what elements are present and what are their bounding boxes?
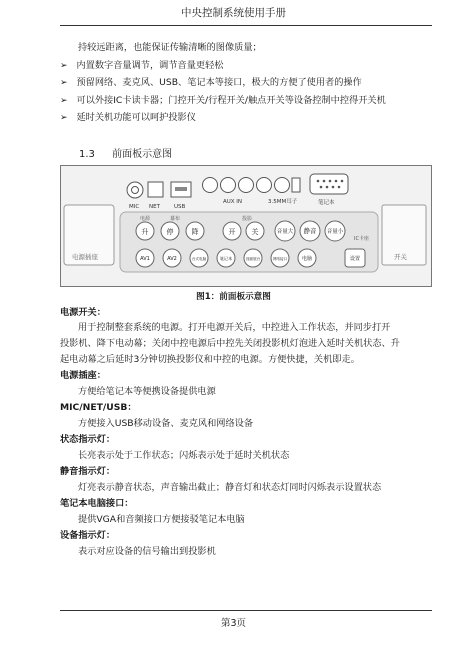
aux-in-jack-icon <box>203 178 218 193</box>
settings-label: 设置 <box>349 256 361 262</box>
section-body-line: 方便给笔记本等便携设备提供电源 <box>78 386 216 397</box>
ic-card-label: IC卡座 <box>354 236 369 242</box>
volume-buttons-row1 <box>275 221 345 241</box>
bullet-text: 可以外接IC卡读卡器；门控开关/行程开关/触点开关等设备控制中控得开关机 <box>76 95 386 106</box>
screen-group-label: 电源 <box>140 216 151 222</box>
figure-caption: 图1：前面板示意图 <box>196 292 271 302</box>
vga-port-icon <box>310 174 348 194</box>
page-number: 第3页 <box>220 618 247 629</box>
volume-up-label: 音量大 <box>276 229 294 235</box>
usb-label: USB <box>174 204 186 210</box>
mic-port-icon <box>127 182 143 198</box>
sections <box>60 307 432 558</box>
screen-group-label: 幕布 <box>170 216 181 222</box>
section-body-line: 长亮表示处于工作状态；闪烁表示处于延时关机状态 <box>78 450 290 461</box>
laptop-port-label: 笔记本 <box>318 200 335 206</box>
header-divider <box>60 25 432 26</box>
projector-on-label: 开 <box>228 228 236 236</box>
page-header-title: 中央控制系统使用手册 <box>181 7 286 19</box>
bullet-item <box>60 112 196 124</box>
power-socket-label: 电源插座 <box>72 253 98 261</box>
laptop-audio-port-icon <box>292 178 300 192</box>
intro-line: 持较远距离，也能保证传输清晰的图像质量； <box>78 42 262 53</box>
projector-off-label: 关 <box>251 228 259 236</box>
section-title: 电源插座： <box>60 370 106 381</box>
projector-group-label: 投影 <box>242 216 253 222</box>
bullet-arrow-icon: ➢ <box>60 61 68 71</box>
aux-in-label: AUX IN <box>223 199 243 205</box>
section-title: MIC/NET/USB： <box>60 402 137 413</box>
front-panel-diagram <box>60 165 432 287</box>
section-body-line: 灯亮表示静音状态，声音输出截止；静音灯和状态灯同时闪烁表示设置状态 <box>78 482 382 493</box>
volume-down-label: 音量小 <box>326 229 344 235</box>
bullet-item <box>60 77 362 89</box>
power-switch-label: 开关 <box>394 253 407 261</box>
section-body-line: 投影机、降下电动幕；关闭中控电源后中控先关闭投影机灯泡进入延时关机状态、升 <box>60 338 400 349</box>
section-title: 设备指示灯： <box>60 530 116 541</box>
desktop-pc-label: 台式电脑 <box>191 257 207 261</box>
bullet-text: 延时关机功能可以呵护投影仪 <box>76 112 196 123</box>
aux-in-jack-icon <box>239 178 254 193</box>
bullet-item <box>60 60 223 72</box>
section-body-line: 提供VGA和音频接口方便接驳笔记本电脑 <box>78 514 245 525</box>
aux-in-jack-icon <box>221 178 236 193</box>
screen-down-label: 降 <box>191 228 199 236</box>
mic-label: MIC <box>129 204 140 210</box>
section-heading <box>79 145 172 160</box>
bullet-arrow-icon: ➢ <box>60 113 68 123</box>
bullet-item <box>60 95 386 107</box>
net-port-icon <box>148 182 163 197</box>
computer-label: 电脑 <box>301 256 313 262</box>
bullet-arrow-icon: ➢ <box>60 96 68 106</box>
section-title: 电源开关： <box>60 307 106 318</box>
section-title: 前面板示意图 <box>112 149 173 160</box>
screen-up-label: 升 <box>141 228 149 236</box>
screen-stop-label: 停 <box>166 228 174 236</box>
visualizer-label: 视频展台 <box>245 257 261 261</box>
section-title: 笔记本电脑接口： <box>60 498 134 509</box>
section-number: 1.3 <box>79 149 95 160</box>
bullet-arrow-icon: ➢ <box>60 78 68 88</box>
mute-label: 静音 <box>303 227 317 235</box>
usb-port-slot <box>175 187 187 191</box>
bullet-text: 预留网络、麦克风、USB、笔记本等接口，极大的方便了使用者的操作 <box>76 77 362 88</box>
net-label: NET <box>149 204 160 210</box>
section-body-line: 方便接入USB移动设备、麦克风和网络设备 <box>78 418 254 429</box>
headphone-jack-icon <box>275 178 290 193</box>
section-body-line: 表示对应设备的信号输出到投影机 <box>78 546 216 557</box>
section-title: 状态指示灯： <box>60 434 116 445</box>
headphone-jack-label: 3.5MM耳子 <box>268 199 298 205</box>
section-title: 静音指示灯： <box>60 466 116 477</box>
av1-label: AV1 <box>140 256 150 262</box>
av2-label: AV2 <box>167 256 177 262</box>
network-label: 网络接口 <box>272 257 288 261</box>
footer-divider <box>60 610 432 611</box>
section-body-line: 起电动幕之后延时3分钟切换投影仪和中控的电源。方便快捷，关机即走。 <box>60 354 360 365</box>
laptop-button-label: 笔记本 <box>219 256 233 261</box>
aux-in-jack-icon <box>257 178 272 193</box>
bullet-text: 内置数字音量调节，调节音量更轻松 <box>76 60 224 71</box>
section-body-line: 用于控制整套系统的电源。打开电源开关后，中控进入工作状态，并同步打开 <box>78 322 391 333</box>
